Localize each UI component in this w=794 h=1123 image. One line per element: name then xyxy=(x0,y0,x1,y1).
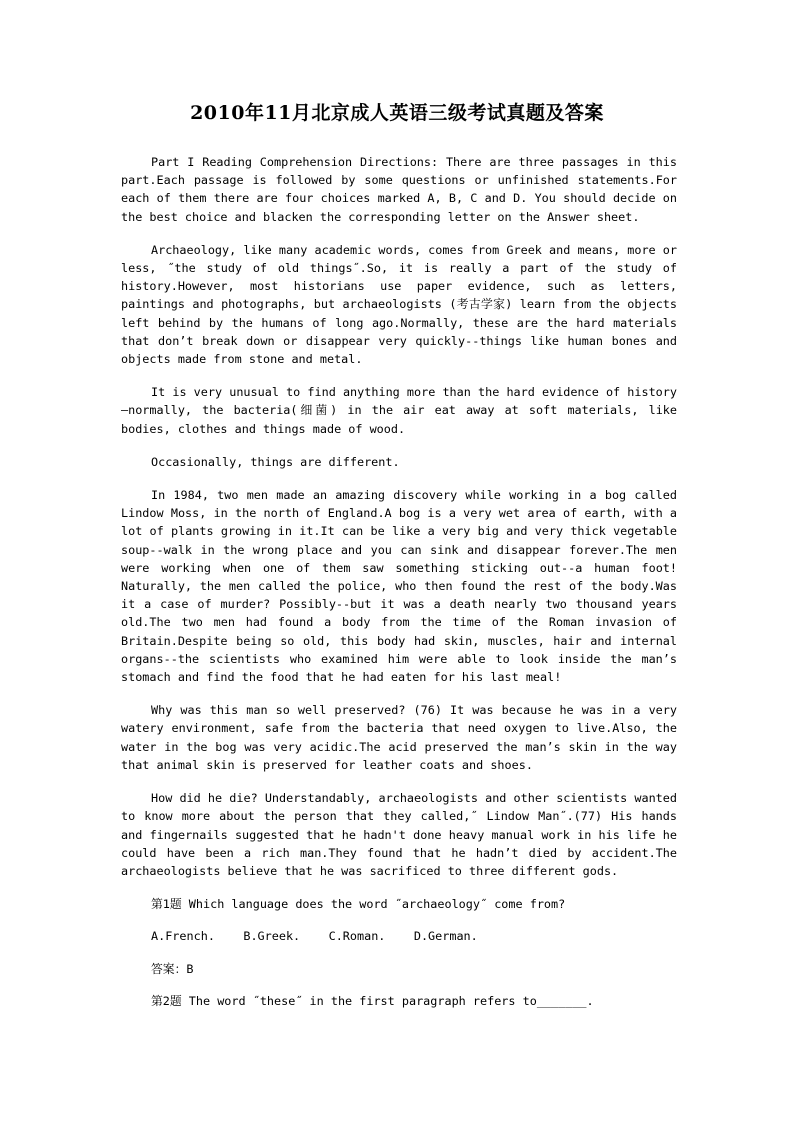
directions-paragraph: Part I Reading Comprehension Directions: There are three passages in this part.Each passage is followed by some questions or unfinished statements.For each of them there are four choices marked A, B, C and D. You should decide on the best choice and blacken the corresponding letter on the Answer sheet. xyxy=(121,155,677,224)
option-b: B.Greek. xyxy=(243,929,301,944)
document-body xyxy=(121,153,677,1024)
passage-paragraph: In 1984, two men made an amazing discovery while working in a bog called Lindow Moss, in the north of England.A bog is a very wet area of earth, with a lot of plants growing in it.It can be like a very big and very thick vegetable soup--walk in the wrong place and you can sink and disappear forever.The men were working when one of them saw something sticking out--a human foot! Naturally, the men called the police, who then found the rest of the body.Was it a case of murder? Possibly--but it was a death nearly two thousand years old.The two men had found a body from the time of the Roman invasion of Britain.Despite being so old, this body had skin, muscles, hair and internal organs--the scientists who examined him were able to look inside the man’s stomach and find the food that he had eaten for his last meal! xyxy=(121,488,677,685)
passage-paragraph: Archaeology, like many academic words, comes from Greek and means, more or less, ˝the study of old things˝.So, it is really a part of the study of history.However, most historians use paper evidence, such as letters, paintings and photographs, but archaeologists (考古学家) learn from the objects left behind by the humans of long ago.Normally, these are the hard materials that don’t break down or disappear very quickly--things like human bones and objects made from stone and metal. xyxy=(121,242,677,367)
passage-paragraph: How did he die? Understandably, archaeologists and other scientists wanted to know more about the person that they called,˝ Lindow Man˝.(77) His hands and fingernails suggested that he hadn't done heavy manual work in his life he could have been a rich man.They found that he hadn’t died by accident.The archaeologists believe that he was sacrificed to three different gods. xyxy=(121,791,677,878)
option-c: C.Roman. xyxy=(328,929,386,944)
question-1-answer: 答案：B xyxy=(151,961,194,976)
passage-paragraph: Why was this man so well preserved? (76) It was because he was in a very watery environment, safe from the bacteria that need oxygen to live.Also, the water in the bog was very acidic.The acid preserved the man’s skin in the way that animal skin is preserved for leather coats and shoes. xyxy=(121,703,677,772)
question-1-options xyxy=(151,927,677,945)
option-a: A.French. xyxy=(151,929,215,944)
question-1-text: 第1题 Which language does the word ˝archaeology˝ come from? xyxy=(151,897,566,912)
question-2-text: 第2题 The word ˝these˝ in the first paragraph refers to_______. xyxy=(151,993,594,1008)
passage-paragraph: Occasionally, things are different. xyxy=(151,454,400,469)
page-title: 2010年11月北京成人英语三级考试真题及答案 xyxy=(190,102,604,124)
passage-paragraph: It is very unusual to find anything more than the hard evidence of history—normally, the bacteria(细菌) in the air eat away at soft materials, like bodies, clothes and things made of wood. xyxy=(121,385,677,436)
option-d: D.German. xyxy=(413,929,478,944)
